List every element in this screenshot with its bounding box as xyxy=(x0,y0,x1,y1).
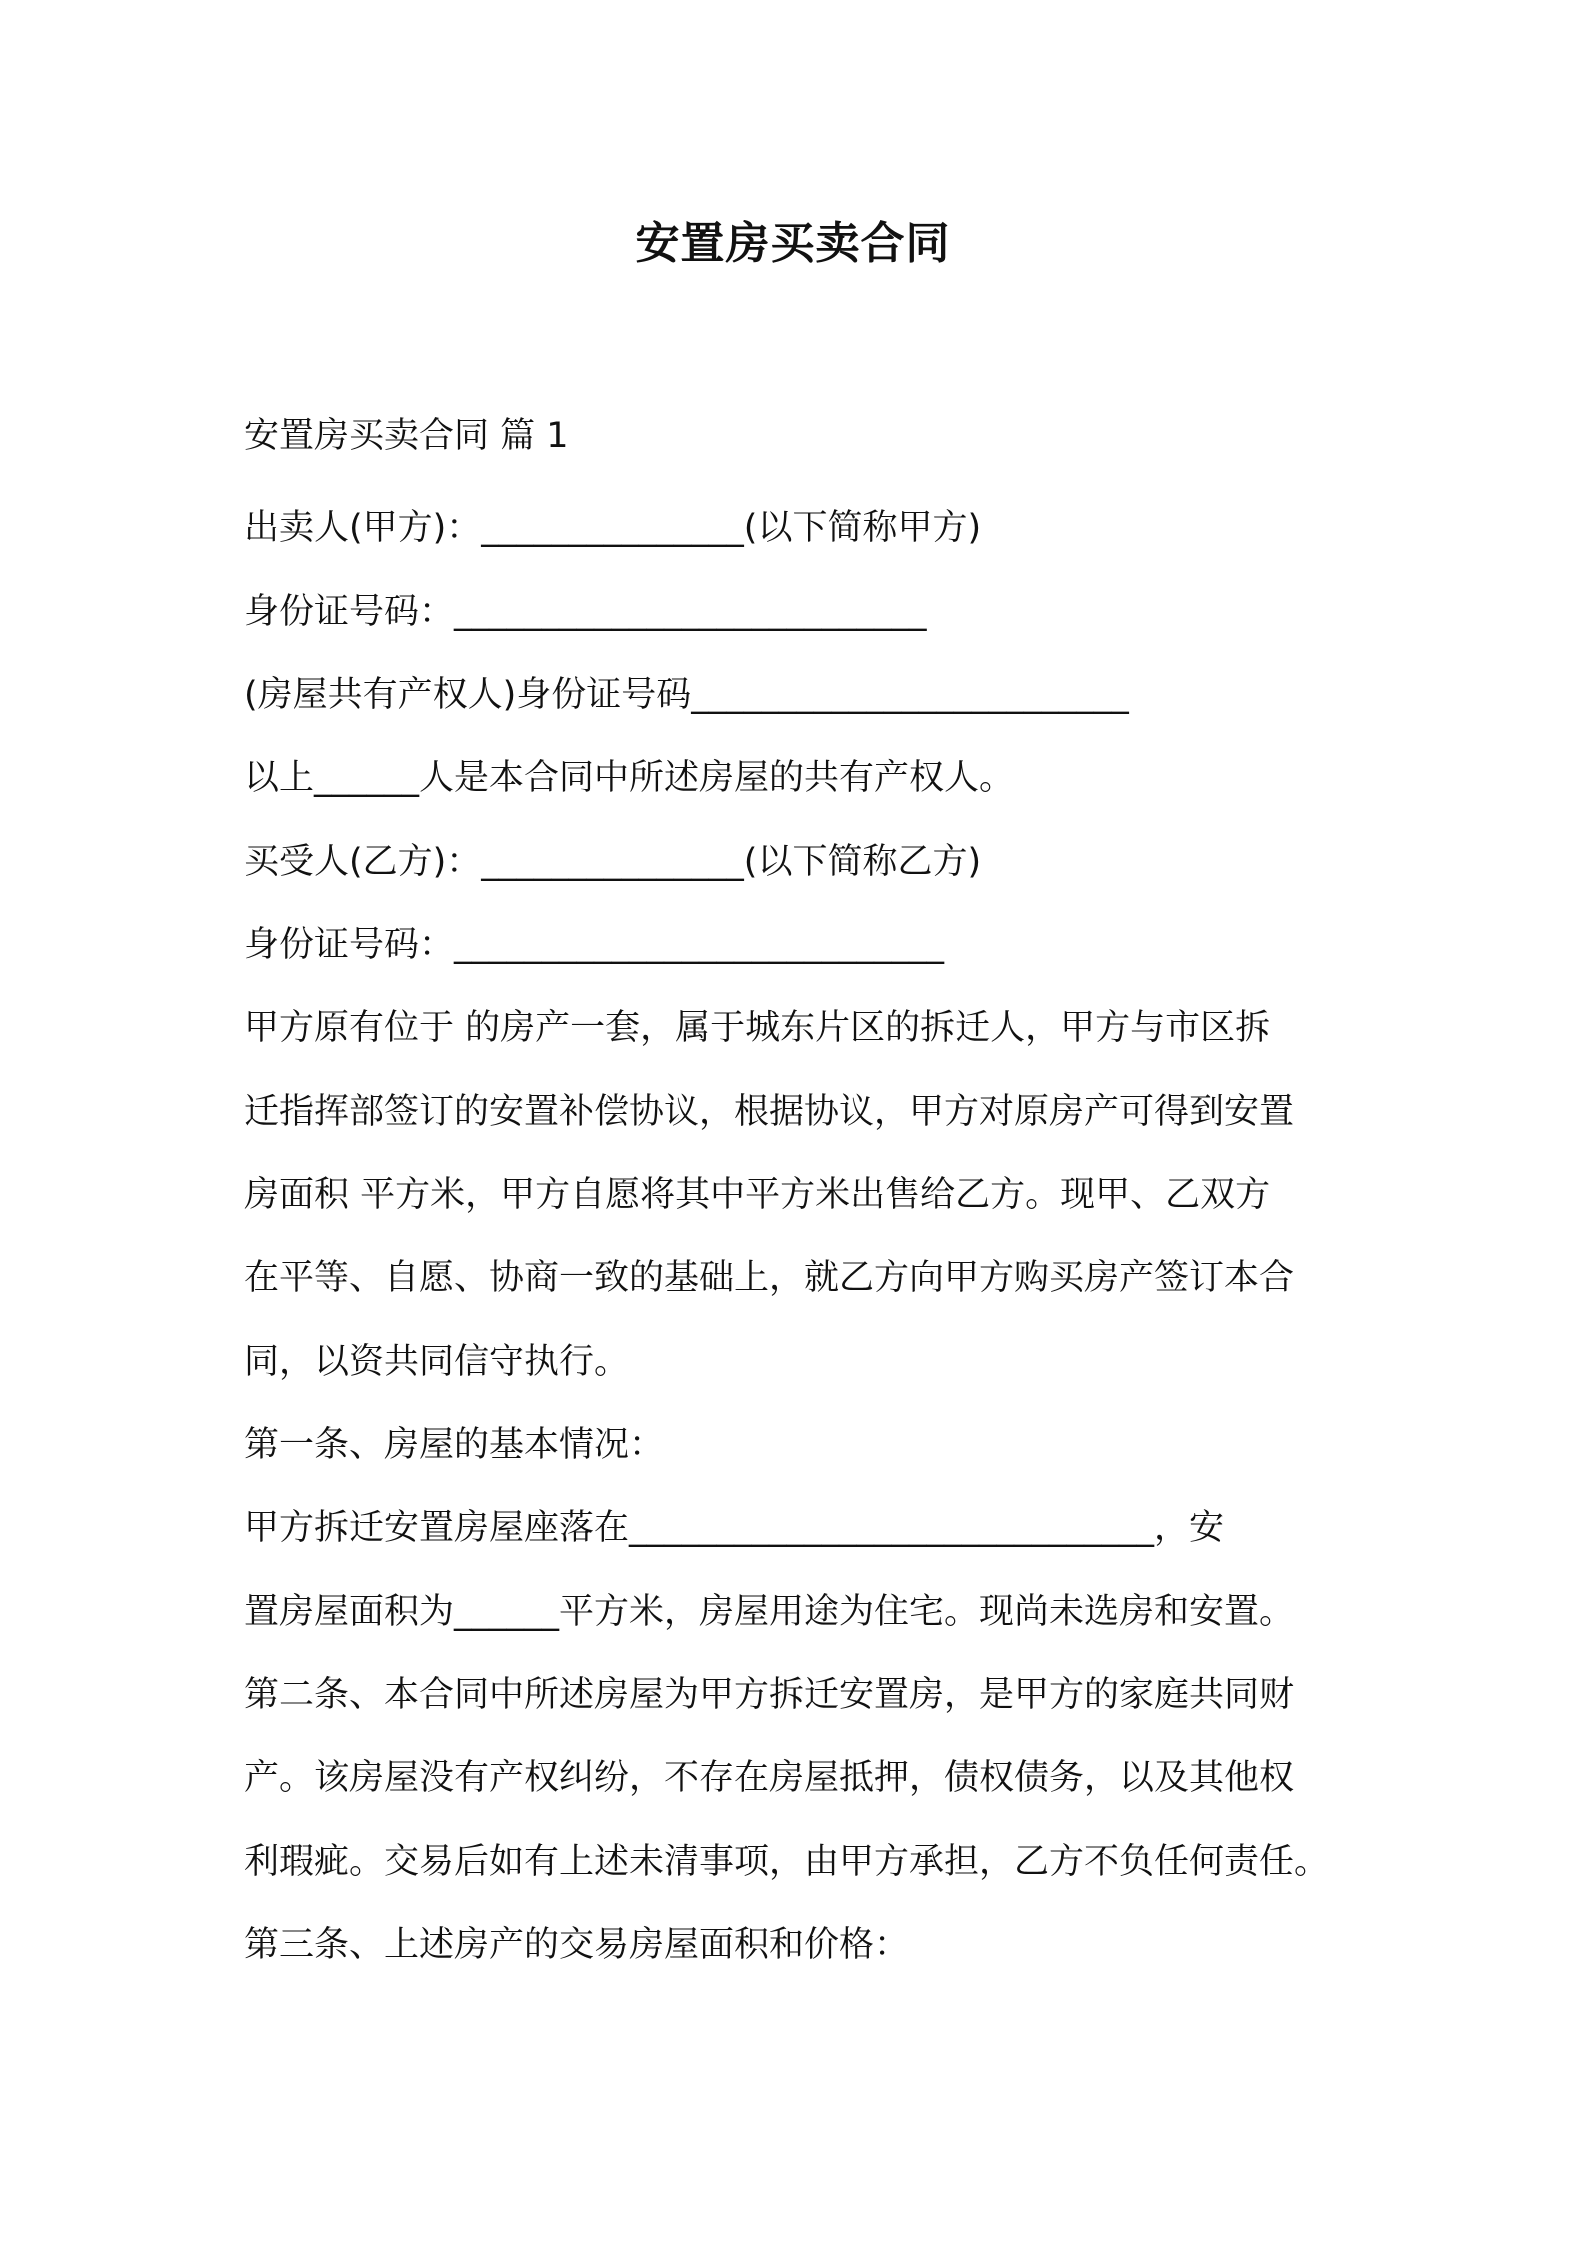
paragraph-line: 甲方拆迁安置房屋座落在______________________________，安 xyxy=(244,1508,1225,1548)
buyer-line: 买受人(乙方)：_______________(以下简称乙方) xyxy=(244,842,982,882)
section-heading: 安置房买卖合同 篇 1 xyxy=(244,416,569,456)
paragraph-line: 产。该房屋没有产权纠纷，不存在房屋抵押，债权债务，以及其他权 xyxy=(244,1758,1295,1798)
paragraph-line: 甲方原有位于 的房产一套，属于城东片区的拆迁人，甲方与市区拆 xyxy=(244,1008,1271,1048)
co-owner-id-line: (房屋共有产权人)身份证号码_________________________ xyxy=(244,675,1129,715)
co-owner-count-line: 以上______人是本合同中所述房屋的共有产权人。 xyxy=(244,758,1015,798)
paragraph-line: 利瑕疵。交易后如有上述未清事项，由甲方承担，乙方不负任何责任。 xyxy=(244,1842,1330,1882)
article-3-heading: 第三条、上述房产的交易房屋面积和价格： xyxy=(244,1925,910,1965)
document-title: 安置房买卖合同 xyxy=(635,218,951,269)
seller-id-line: 身份证号码：___________________________ xyxy=(244,592,927,632)
buyer-id-line: 身份证号码：____________________________ xyxy=(244,925,945,965)
paragraph-line: 置房屋面积为______平方米，房屋用途为住宅。现尚未选房和安置。 xyxy=(244,1592,1295,1632)
paragraph-line: 迁指挥部签订的安置补偿协议，根据协议，甲方对原房产可得到安置 xyxy=(244,1092,1295,1132)
article-1-heading: 第一条、房屋的基本情况： xyxy=(244,1425,665,1465)
article-2-line: 第二条、本合同中所述房屋为甲方拆迁安置房，是甲方的家庭共同财 xyxy=(244,1675,1295,1715)
paragraph-line: 同，以资共同信守执行。 xyxy=(244,1342,630,1382)
paragraph-line: 房面积 平方米，甲方自愿将其中平方米出售给乙方。现甲、乙双方 xyxy=(244,1175,1271,1215)
seller-line: 出卖人(甲方)：_______________(以下简称甲方) xyxy=(244,508,982,548)
paragraph-line: 在平等、自愿、协商一致的基础上，就乙方向甲方购买房产签订本合 xyxy=(244,1258,1295,1298)
